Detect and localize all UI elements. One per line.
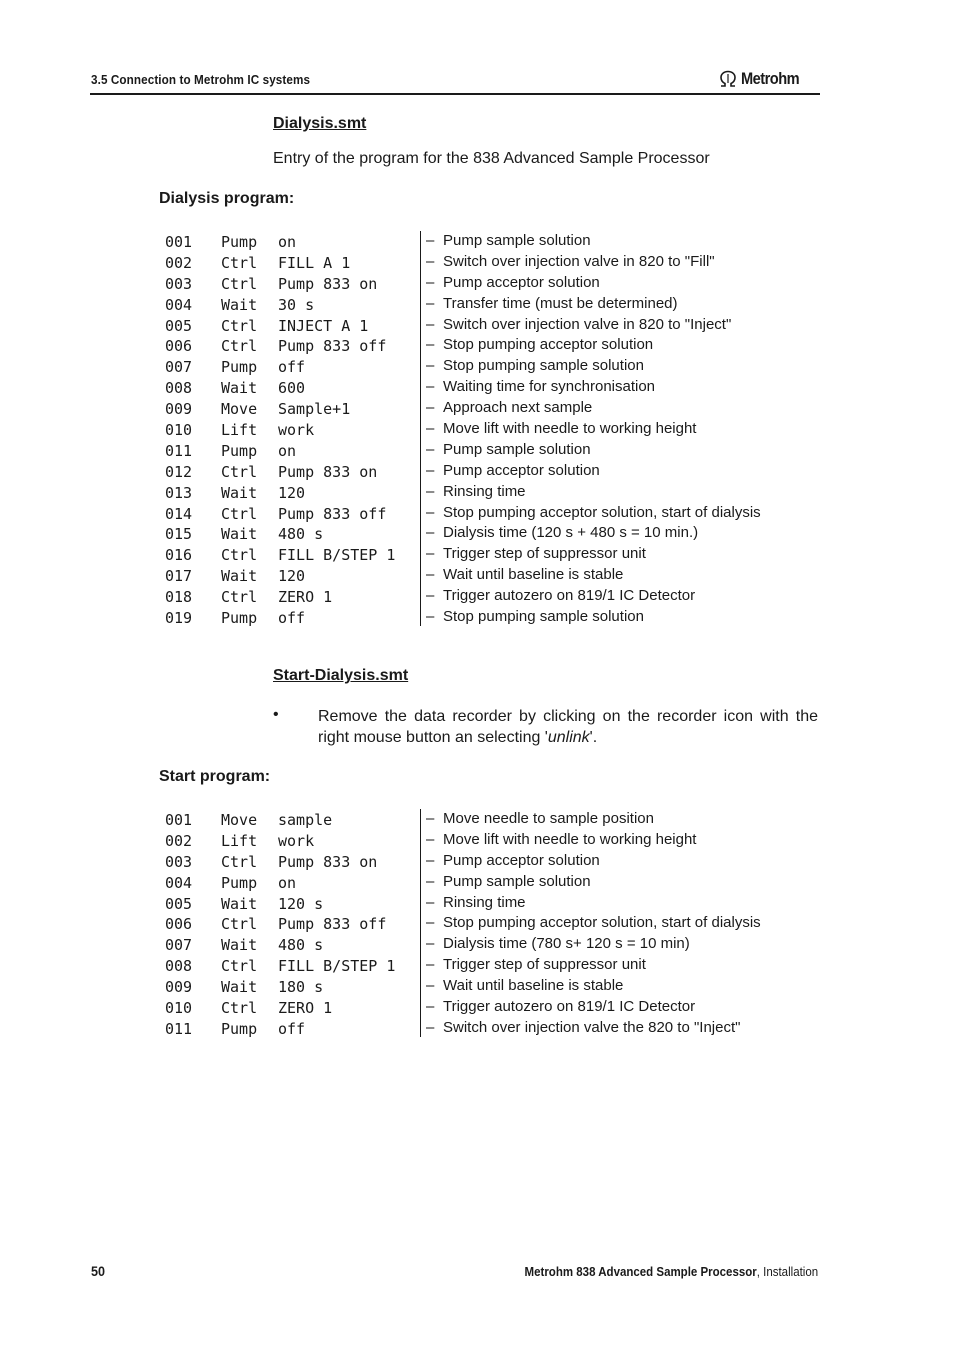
step-number: 009	[165, 978, 193, 997]
logo-wordmark: Metrohm	[741, 69, 800, 88]
bullet-text-part: Remove the data recorder by clicking on the recorder icon with the right mouse button an selecting '	[318, 708, 818, 746]
dash-marker: –	[426, 232, 435, 249]
program-description	[426, 873, 591, 890]
dash-marker: –	[426, 830, 435, 848]
dash-marker: –	[426, 336, 435, 354]
description-text: Pump sample solution	[443, 872, 591, 890]
program-description	[426, 852, 600, 869]
argument: Pump 833 on	[278, 852, 378, 871]
program-description	[426, 378, 655, 395]
command: Wait	[221, 295, 258, 314]
argument: 480 s	[278, 525, 324, 544]
step-number: 006	[165, 915, 193, 934]
argument: Pump 833 on	[278, 462, 378, 481]
command: Ctrl	[221, 337, 258, 356]
argument: off	[278, 358, 306, 377]
dash-marker: –	[426, 524, 435, 542]
command: Ctrl	[221, 504, 258, 523]
description-text: Pump acceptor solution	[443, 273, 600, 291]
step-number: 019	[165, 609, 193, 628]
dash-marker: –	[426, 420, 435, 438]
command: Pump	[221, 441, 258, 460]
program-description	[426, 399, 592, 416]
command: Lift	[221, 831, 258, 850]
dash-marker: –	[426, 378, 435, 396]
description-text: Stop pumping acceptor solution, start of dialysis	[443, 503, 761, 521]
bullet-icon: •	[273, 706, 279, 723]
dash-marker: –	[426, 956, 435, 974]
command: Pump	[221, 1019, 258, 1038]
command: Wait	[221, 483, 258, 502]
step-number: 004	[165, 873, 193, 892]
step-number: 003	[165, 274, 193, 293]
dialysis-program-heading: Dialysis program:	[159, 190, 295, 207]
argument: FILL B/STEP 1	[278, 957, 396, 976]
step-number: 005	[165, 316, 193, 335]
program-description	[426, 232, 591, 249]
description-text: Pump acceptor solution	[443, 851, 600, 869]
program-description	[426, 587, 695, 604]
running-footer-title	[524, 1265, 818, 1279]
dialysis-column-divider	[420, 231, 421, 626]
command: Ctrl	[221, 588, 258, 607]
step-number: 004	[165, 295, 193, 314]
step-number: 007	[165, 936, 193, 955]
command: Move	[221, 400, 258, 419]
description-text: Dialysis time (120 s + 480 s = 10 min.)	[443, 524, 699, 542]
program-description	[426, 608, 644, 625]
program-description	[426, 253, 715, 270]
argument: Pump 833 off	[278, 337, 387, 356]
argument: 600	[278, 379, 306, 398]
step-number: 003	[165, 852, 193, 871]
description-text: Move lift with needle to working height	[443, 420, 697, 438]
bullet-text-part: '.	[589, 729, 598, 746]
argument: on	[278, 441, 297, 460]
command: Wait	[221, 894, 258, 913]
argument: Pump 833 on	[278, 274, 378, 293]
description-text: Wait until baseline is stable	[443, 977, 624, 995]
dash-marker: –	[426, 977, 435, 995]
dash-marker: –	[426, 935, 435, 953]
program-description	[426, 316, 731, 333]
dash-marker: –	[426, 914, 435, 932]
description-text: Switch over injection valve in 820 to "Fill"	[443, 252, 715, 270]
program-description	[426, 295, 678, 312]
argument: ZERO 1	[278, 588, 333, 607]
program-description	[426, 274, 600, 291]
command: Pump	[221, 873, 258, 892]
command: Ctrl	[221, 274, 258, 293]
dash-marker: –	[426, 566, 435, 584]
argument: 480 s	[278, 936, 324, 955]
dialysis-intro: Entry of the program for the 838 Advanced Sample Processor	[273, 150, 710, 167]
command: Wait	[221, 379, 258, 398]
description-text: Wait until baseline is stable	[443, 566, 624, 584]
command: Ctrl	[221, 999, 258, 1018]
step-number: 016	[165, 546, 193, 565]
page-number: 50	[91, 1263, 106, 1279]
description-text: Approach next sample	[443, 399, 593, 417]
argument: Pump 833 off	[278, 504, 387, 523]
step-number: 017	[165, 567, 193, 586]
program-description	[426, 977, 623, 994]
step-number: 013	[165, 483, 193, 502]
program-description	[426, 420, 696, 437]
footer-title-rest: , Installation	[756, 1265, 818, 1279]
dash-marker: –	[426, 440, 435, 458]
footer-title-bold: Metrohm 838 Advanced Sample Processor	[524, 1265, 757, 1279]
command: Wait	[221, 567, 258, 586]
step-number: 014	[165, 504, 193, 523]
description-text: Trigger autozero on 819/1 IC Detector	[443, 587, 696, 605]
program-description	[426, 914, 761, 931]
command: Ctrl	[221, 462, 258, 481]
description-text: Stop pumping sample solution	[443, 608, 644, 626]
command: Wait	[221, 978, 258, 997]
dash-marker: –	[426, 315, 435, 333]
step-number: 006	[165, 337, 193, 356]
program-description	[426, 810, 654, 827]
dash-marker: –	[426, 294, 435, 312]
description-text: Move lift with needle to working height	[443, 830, 697, 848]
argument: FILL B/STEP 1	[278, 546, 396, 565]
bullet-text-italic: unlink	[547, 729, 590, 746]
program-description	[426, 831, 696, 848]
step-number: 002	[165, 831, 193, 850]
description-text: Rinsing time	[443, 482, 526, 500]
start-column-divider	[420, 809, 421, 1037]
program-description	[426, 998, 695, 1015]
program-description	[426, 504, 761, 521]
step-number: 011	[165, 1019, 193, 1038]
argument: FILL A 1	[278, 253, 351, 272]
argument: 120 s	[278, 894, 324, 913]
start-program-heading: Start program:	[159, 768, 271, 785]
description-text: Transfer time (must be determined)	[443, 294, 678, 312]
argument: 120	[278, 483, 306, 502]
step-number: 008	[165, 957, 193, 976]
running-header-section: 3.5 Connection to Metrohm IC systems	[91, 72, 311, 87]
description-text: Stop pumping acceptor solution	[443, 336, 654, 354]
dash-marker: –	[426, 608, 435, 626]
description-text: Rinsing time	[443, 893, 526, 911]
description-text: Switch over injection valve in 820 to "Inject"	[443, 315, 732, 333]
dash-marker: –	[426, 482, 435, 500]
dash-marker: –	[426, 399, 435, 417]
program-description	[426, 336, 653, 353]
dash-marker: –	[426, 587, 435, 605]
description-text: Move needle to sample position	[443, 810, 654, 827]
step-number: 002	[165, 253, 193, 272]
dash-marker: –	[426, 273, 435, 291]
argument: Sample+1	[278, 400, 351, 419]
program-description	[426, 566, 623, 583]
program-description	[426, 935, 690, 952]
command: Ctrl	[221, 546, 258, 565]
dash-marker: –	[426, 357, 435, 375]
program-description	[426, 441, 591, 458]
step-number: 011	[165, 441, 193, 460]
bullet-text	[318, 706, 818, 748]
step-number: 018	[165, 588, 193, 607]
description-text: Pump sample solution	[443, 440, 591, 458]
program-description	[426, 483, 526, 500]
dialysis-title: Dialysis.smt	[273, 115, 367, 132]
description-text: Pump acceptor solution	[443, 461, 600, 479]
description-text: Stop pumping sample solution	[443, 357, 644, 375]
step-number: 010	[165, 421, 193, 440]
argument: off	[278, 609, 306, 628]
program-description	[426, 1019, 740, 1036]
command: Pump	[221, 233, 258, 251]
step-number: 005	[165, 894, 193, 913]
program-description	[426, 956, 646, 973]
step-number: 010	[165, 999, 193, 1018]
program-description	[426, 545, 646, 562]
argument: ZERO 1	[278, 999, 333, 1018]
dash-marker: –	[426, 810, 435, 827]
argument: work	[278, 421, 315, 440]
description-text: Trigger step of suppressor unit	[443, 545, 646, 563]
description-text: Waiting time for synchronisation	[443, 378, 656, 396]
step-number: 015	[165, 525, 193, 544]
dash-marker: –	[426, 851, 435, 869]
dash-marker: –	[426, 1018, 435, 1036]
argument: off	[278, 1019, 306, 1038]
program-description	[426, 357, 644, 374]
program-description	[426, 462, 600, 479]
step-number: 001	[165, 811, 193, 829]
argument: Pump 833 off	[278, 915, 387, 934]
command: Move	[221, 811, 258, 829]
description-text: Switch over injection valve the 820 to "Inject"	[443, 1018, 741, 1036]
metrohm-logo	[718, 68, 809, 90]
command: Ctrl	[221, 316, 258, 335]
description-text: Pump sample solution	[443, 232, 591, 249]
dash-marker: –	[426, 893, 435, 911]
description-text: Dialysis time (780 s+ 120 s = 10 min)	[443, 935, 690, 953]
argument: on	[278, 233, 297, 251]
argument: 120	[278, 567, 306, 586]
description-text: Trigger step of suppressor unit	[443, 956, 646, 974]
metrohm-omega-logo-icon	[718, 70, 738, 88]
command: Ctrl	[221, 852, 258, 871]
command: Lift	[221, 421, 258, 440]
start-dialysis-title: Start-Dialysis.smt	[273, 667, 409, 684]
program-description	[426, 524, 698, 541]
step-number: 009	[165, 400, 193, 419]
command: Ctrl	[221, 957, 258, 976]
description-text: Stop pumping acceptor solution, start of dialysis	[443, 914, 761, 932]
step-number: 012	[165, 462, 193, 481]
argument: work	[278, 831, 315, 850]
dash-marker: –	[426, 872, 435, 890]
description-text: Trigger autozero on 819/1 IC Detector	[443, 998, 696, 1016]
command: Ctrl	[221, 915, 258, 934]
dash-marker: –	[426, 252, 435, 270]
step-number: 008	[165, 379, 193, 398]
argument: sample	[278, 811, 333, 829]
dash-marker: –	[426, 503, 435, 521]
command: Pump	[221, 358, 258, 377]
header-divider	[90, 93, 820, 95]
argument: INJECT A 1	[278, 316, 369, 335]
step-number: 007	[165, 358, 193, 377]
command: Pump	[221, 609, 258, 628]
command: Wait	[221, 525, 258, 544]
argument: 180 s	[278, 978, 324, 997]
argument: 30 s	[278, 295, 315, 314]
command: Wait	[221, 936, 258, 955]
command: Ctrl	[221, 253, 258, 272]
dash-marker: –	[426, 998, 435, 1016]
step-number: 001	[165, 233, 193, 251]
program-description	[426, 894, 526, 911]
dash-marker: –	[426, 461, 435, 479]
dash-marker: –	[426, 545, 435, 563]
argument: on	[278, 873, 297, 892]
